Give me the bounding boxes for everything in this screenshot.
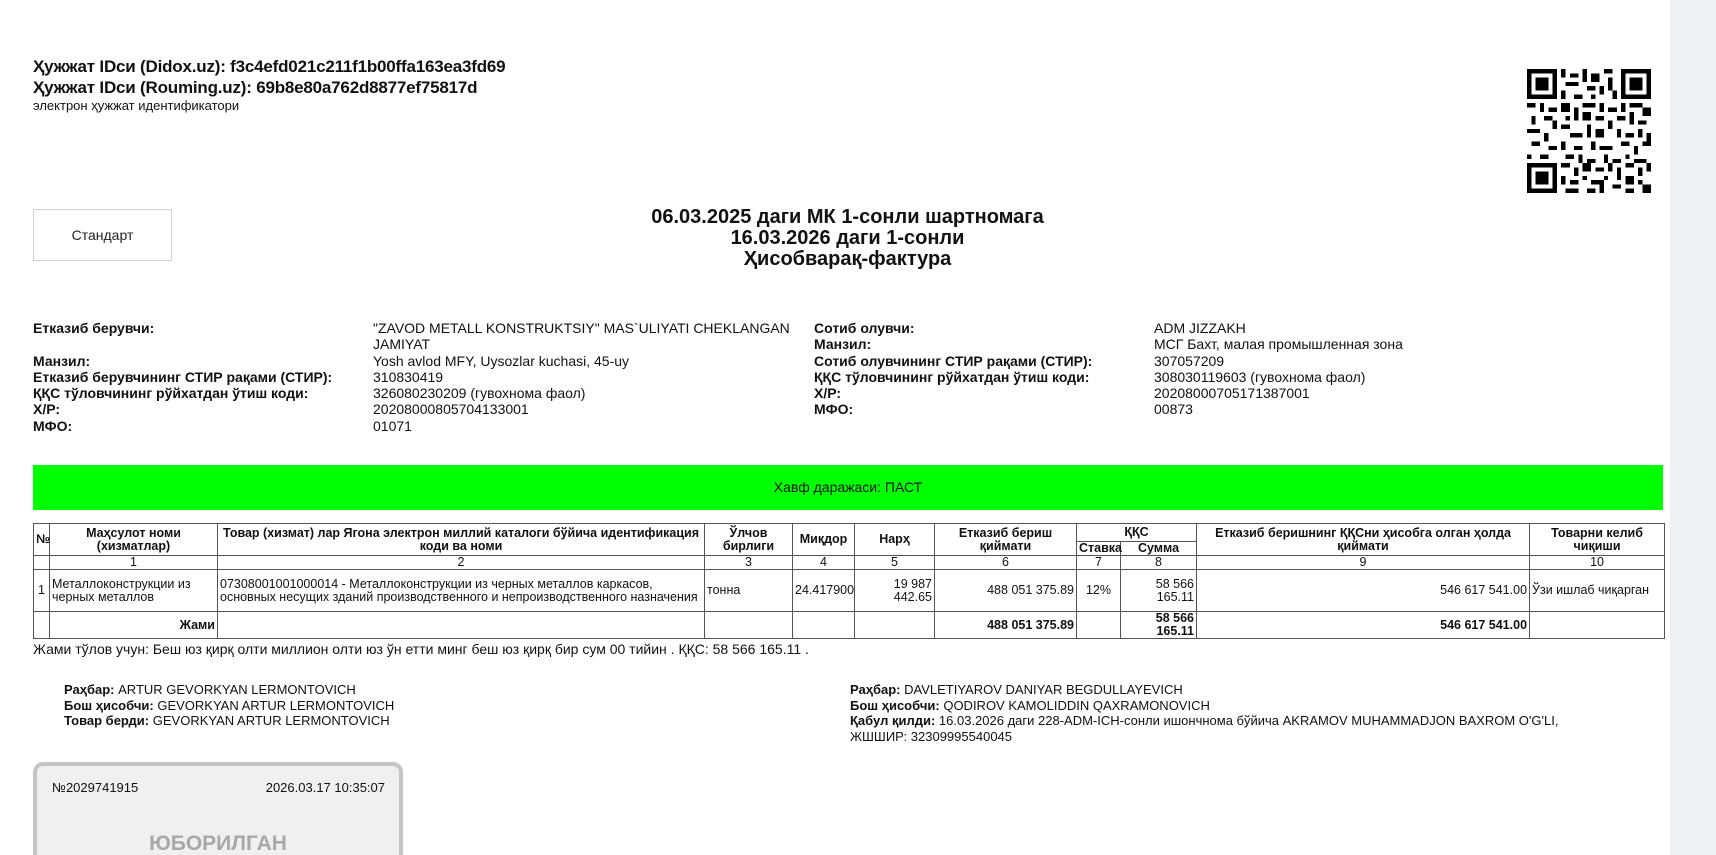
seller-signatures — [64, 682, 394, 729]
seller-name-label: Етказиб берувчи: — [33, 320, 155, 336]
buyer-account-label: Х/Р: — [814, 385, 842, 402]
seller-account: 20208000805704133001 — [373, 401, 529, 418]
table-row — [34, 570, 1665, 612]
buyer-block — [814, 320, 1574, 418]
col-header-price: Нарҳ — [855, 524, 935, 556]
col-header-unit: Ўлчов бирлиги — [705, 524, 793, 556]
col-header-vat-rate: Ставка — [1077, 542, 1121, 556]
document-type-button[interactable]: Стандарт — [33, 209, 172, 261]
id-caption: электрон ҳужжат идентификатори — [33, 98, 240, 113]
seller-accountant-label: Бош ҳисобчи: — [64, 697, 154, 713]
risk-level-banner: Хавф даражаси: ПАСТ — [33, 465, 1663, 510]
col-number: 7 — [1077, 556, 1121, 570]
total-vat-sum: 58 566 165.11 — [1121, 612, 1197, 639]
col-header-name: Маҳсулот номи (хизматлар) — [50, 524, 218, 556]
seller-mfo-label: МФО: — [33, 417, 73, 434]
seller-address-label: Манзил: — [33, 352, 91, 369]
document-ids — [33, 56, 505, 114]
seller-head: ARTUR GEVORKYAN LERMONTOVICH — [118, 682, 356, 697]
col-header-origin: Товарни келиб чиқиши — [1530, 524, 1665, 556]
buyer-mfo-label: МФО: — [814, 401, 854, 418]
seller-accountant: GEVORKYAN ARTUR LERMONTOVICH — [157, 697, 395, 713]
col-number: 5 — [855, 556, 935, 570]
seller-released: GEVORKYAN ARTUR LERMONTOVICH — [152, 713, 390, 728]
buyer-accountant: QODIROV KAMOLIDDIN QAXRAMONOVICH — [943, 697, 1210, 713]
seller-vat: 326080230209 (гувохнома фаол) — [373, 385, 586, 402]
buyer-address-label: Манзил: — [814, 336, 872, 353]
col-header-no: № — [34, 524, 50, 556]
row-qty: 24.417900 — [793, 570, 855, 612]
buyer-name-label: Сотиб олувчи: — [814, 320, 915, 336]
seller-vat-label: ҚҚС тўловчининг рўйхатдан ўтиш коди: — [33, 385, 309, 402]
buyer-tin: 307057209 — [1154, 352, 1225, 369]
col-header-vat: ҚҚС — [1077, 524, 1197, 542]
stamp-datetime: 2026.03.17 10:35:07 — [265, 780, 385, 795]
table-total-row — [34, 612, 1665, 639]
seller-block — [33, 320, 793, 434]
document-type-title: Ҳисобварақ-фактура — [743, 248, 952, 270]
buyer-signatures — [850, 682, 1610, 744]
total-delivery-cost: 488 051 375.89 — [935, 612, 1077, 639]
col-header-total-with-vat: Етказиб беришнинг ҚҚСни ҳисобга олган ҳолда қиймати — [1197, 524, 1530, 556]
sent-stamp — [33, 762, 403, 855]
total-with-vat: 546 617 541.00 — [1197, 612, 1530, 639]
col-header-qty: Миқдор — [793, 524, 855, 556]
row-total-with-vat: 546 617 541.00 — [1197, 570, 1530, 612]
col-header-vat-sum: Сумма — [1121, 542, 1197, 556]
stamp-status: ЮБОРИЛГАН — [149, 832, 287, 855]
row-unit: тонна — [705, 570, 793, 612]
buyer-vat: 308030119603 (гувохнома фаол) — [1154, 368, 1366, 385]
total-in-words: Жами тўлов учун: Беш юз қирқ олти миллион олти юз ўн етти минг беш юз қирқ бир сум 00 тийин . ҚҚС: 58 566 165.11 . — [33, 641, 809, 657]
col-header-catalog: Товар (хизмат) лар Ягона электрон миллий каталоги бўйича идентификация коди ва номи — [218, 524, 705, 556]
qr-code-icon — [1527, 69, 1651, 193]
col-number: 3 — [705, 556, 793, 570]
row-vat-rate: 12% — [1077, 570, 1121, 612]
rouming-id: Ҳужжат IDси (Rouming.uz): 69b8e80a762d8877ef75817d — [33, 78, 478, 97]
buyer-mfo: 00873 — [1154, 401, 1193, 418]
row-catalog: 07308001001000014 - Металлоконструкции из черных металлов каркасов, основных несущих зданий производственного и непроизводственного назначения — [218, 570, 705, 612]
seller-head-label: Раҳбар: — [64, 682, 115, 697]
contract-title: 06.03.2025 даги МК 1-сонли шартномага — [651, 206, 1044, 228]
col-number: 1 — [50, 556, 218, 570]
buyer-head: DAVLETIYAROV DANIYAR BEGDULLAYEVICH — [904, 682, 1183, 697]
col-header-delivery-cost: Етказиб бериш қиймати — [935, 524, 1077, 556]
row-name: Металлоконструкции из черных металлов — [50, 570, 218, 612]
buyer-head-label: Раҳбар: — [850, 682, 901, 697]
col-number: 4 — [793, 556, 855, 570]
row-no: 1 — [34, 570, 50, 612]
seller-tin-label: Етказиб берувчининг СТИР рақами (СТИР): — [33, 368, 333, 385]
seller-tin: 310830419 — [373, 368, 444, 385]
buyer-received-label: Қабул қилди: — [850, 713, 936, 728]
buyer-tin-label: Сотиб олувчининг СТИР рақами (СТИР): — [814, 352, 1093, 369]
buyer-received: 16.03.2026 даги 228-ADM-ICH-сонли ишончнома бўйича AKRAMOV MUHAMMADJON BAXROM O'G'LI, ЖШШИР: 32309995540045 — [850, 713, 1559, 744]
seller-released-label: Товар берди: — [64, 713, 150, 728]
row-delivery-cost: 488 051 375.89 — [935, 570, 1077, 612]
col-number: 10 — [1530, 556, 1665, 570]
seller-account-label: Х/Р: — [33, 401, 61, 418]
items-table — [33, 523, 1665, 639]
col-number: 9 — [1197, 556, 1530, 570]
row-vat-sum: 58 566 165.11 — [1121, 570, 1197, 612]
seller-address: Yosh avlod MFY, Uysozlar kuchasi, 45-uy — [373, 352, 630, 369]
row-price: 19 987 442.65 — [855, 570, 935, 612]
seller-name: "ZAVOD METALL KONSTRUKTSIY" MAS`ULIYATI CHEKLANGAN JAMIYAT — [373, 320, 790, 353]
stamp-number: №2029741915 — [52, 780, 139, 795]
document-titles — [0, 207, 1670, 270]
col-number: 2 — [218, 556, 705, 570]
buyer-vat-label: ҚҚС тўловчининг рўйхатдан ўтиш коди: — [814, 368, 1090, 385]
buyer-account: 20208000705171387001 — [1154, 385, 1310, 402]
row-origin: Ўзи ишлаб чиқарган — [1530, 570, 1665, 612]
col-number: 6 — [935, 556, 1077, 570]
didox-id: Ҳужжат IDси (Didox.uz): f3c4efd021c211f1b00ffa163ea3fd69 — [33, 57, 506, 76]
buyer-name: ADM JIZZAKH — [1154, 320, 1246, 336]
seller-mfo: 01071 — [373, 417, 412, 434]
buyer-address: МСГ Бахт, малая промышленная зона — [1154, 336, 1403, 353]
invoice-number-title: 16.03.2026 даги 1-сонли — [730, 227, 965, 249]
buyer-accountant-label: Бош ҳисобчи: — [850, 697, 940, 713]
col-number: 8 — [1121, 556, 1197, 570]
total-label: Жами — [50, 612, 218, 639]
